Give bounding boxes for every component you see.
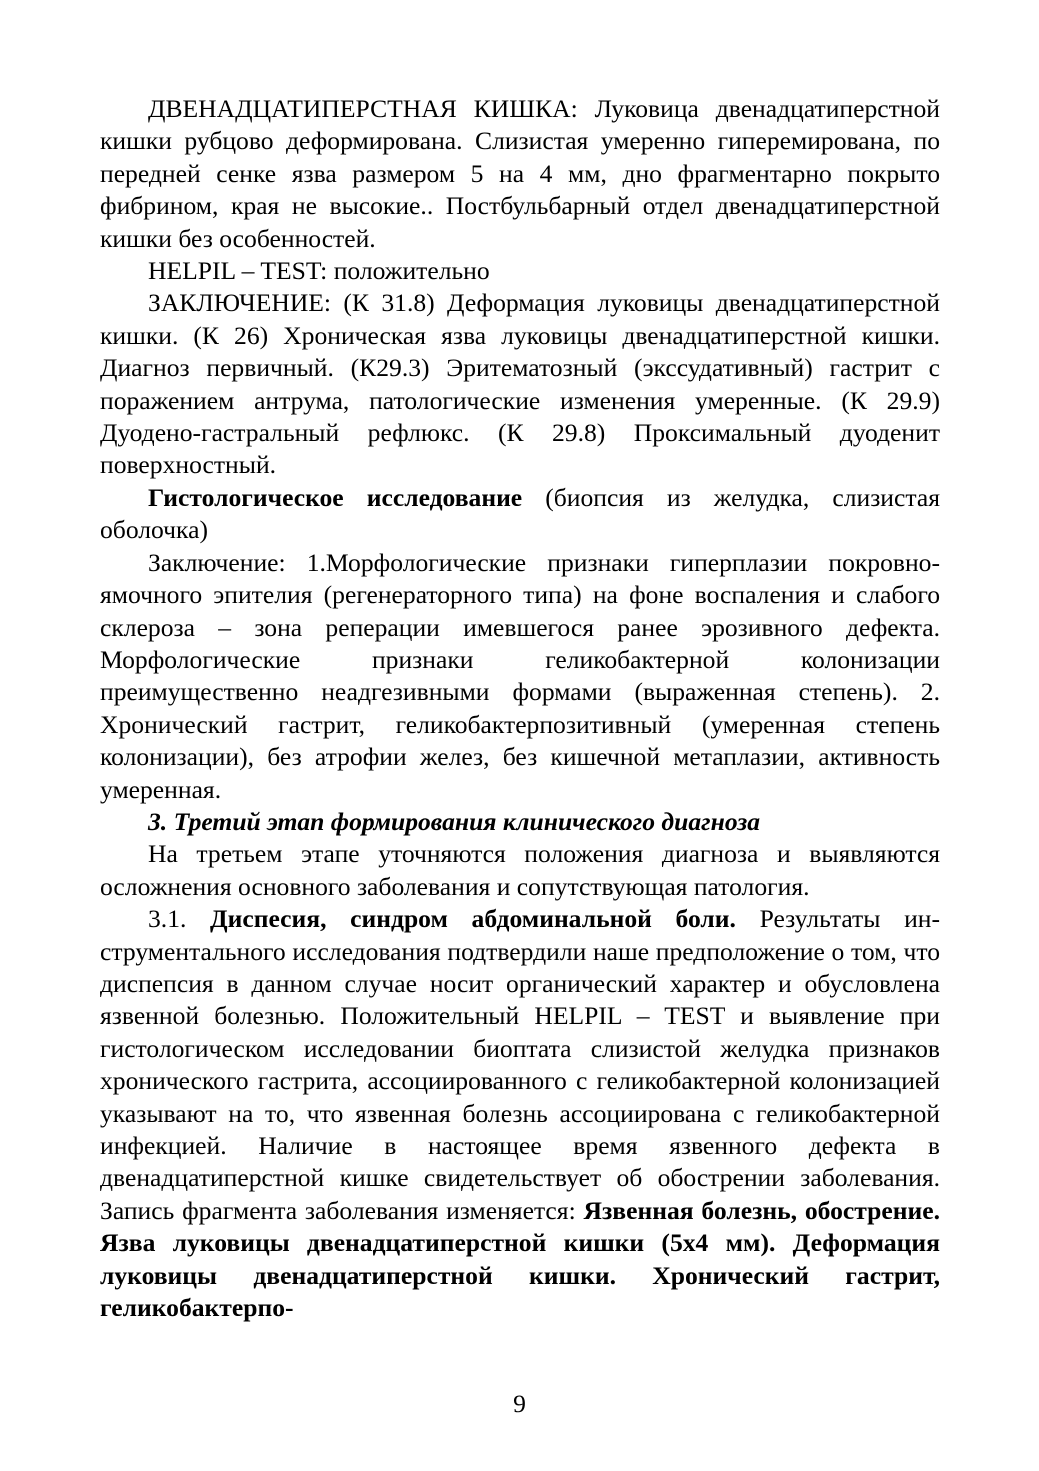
paragraph-duodenum: ДВЕНАДЦАТИПЕРСТНАЯ КИШКА: Луковица двенадцатиперстной кишки рубцово деформирована. Слизистая умеренно гиперемирована, по передней сенке язва размером 5 на 4 мм, дно фрагментарно покрыто фибрином, края не высокие.. Постбульбарный отдел двенадцатиперстной кишки без особенностей. xyxy=(100,94,940,253)
histology-title: Гистологическое исследование xyxy=(148,482,523,512)
section-3-1-text: Результаты инструментального исследования подтвердили наше предположение о том, что диспепсия в данном случае носит органический характер и обусловлена язвенной болезнью. Положительный HELPIL – TEST и выявление при гистологическом исследовании биоптата слизистой желудка признаков хронического гастрита, ассоциированного с геликобактерной колонизацией указывают на то, что язвенная болезнь ассоциирована с геликобактерной инфекцией. Наличие в настоящее время язвенного дефекта в двенадцатиперстной кишке свидетельствует об обострении заболевания. Запись фрагмента заболевания изменяется: xyxy=(100,904,940,1225)
page-body xyxy=(100,93,940,1324)
paragraph-histology-conclusion: Заключение: 1.Морфологические признаки гиперплазии покровно-ямочного эпителия (регенераторного типа) на фоне воспаления и слабого склероза – зона реперации имевшегося ранее эрозивного дефекта. Морфологические признаки геликобактерной колонизации преимущественно неадгезивными формами (выраженная степень). 2. Хронический гастрит, геликобактерпозитивный (умеренная степень колонизации), без атрофии желез, без кишечной метаплазии, активность умеренная. xyxy=(100,547,940,804)
section-heading-stage-3: 3. Третий этап формирования клинического диагноза xyxy=(148,806,761,836)
paragraph-stage-3: На третьем этапе уточняются положения диагноза и выявляются осложнения основного заболевания и сопутствующая патология. xyxy=(100,839,940,901)
page-number: 9 xyxy=(513,1389,526,1418)
section-3-1-number: 3.1. xyxy=(148,904,211,934)
paragraph-section-3-1 xyxy=(100,903,940,1324)
section-3-1-title: Диспесия, синдром абдоминальной боли. xyxy=(210,904,736,934)
histology-description: (биопсия из желудка, слизистая оболочка) xyxy=(100,482,940,545)
paragraph-conclusion: ЗАКЛЮЧЕНИЕ: (К 31.8) Деформация луковицы двенадцатиперстной кишки. (К 26) Хроническая язва луковицы двенадцатиперстной кишки. Диагноз первичный. (К29.3) Эритематозный (экссудативный) гастрит с поражением антрума, патологические изменения умеренные. (К 29.9) Дуодено-гастральный рефлюкс. (К 29.8) Проксимальный дуоденит поверхностный. xyxy=(100,288,940,480)
paragraph-histology xyxy=(100,482,940,547)
paragraph-helpil-test: HELPIL – TEST: положительно xyxy=(148,256,490,286)
section-3-1-diagnosis: Язвенная болезнь, обострение. Язва луковицы двенадцатиперстной кишки (5х4 мм). Деформация луковицы двенадцатиперстной кишки. Хронический гастрит, геликобактерпо- xyxy=(100,1195,940,1323)
